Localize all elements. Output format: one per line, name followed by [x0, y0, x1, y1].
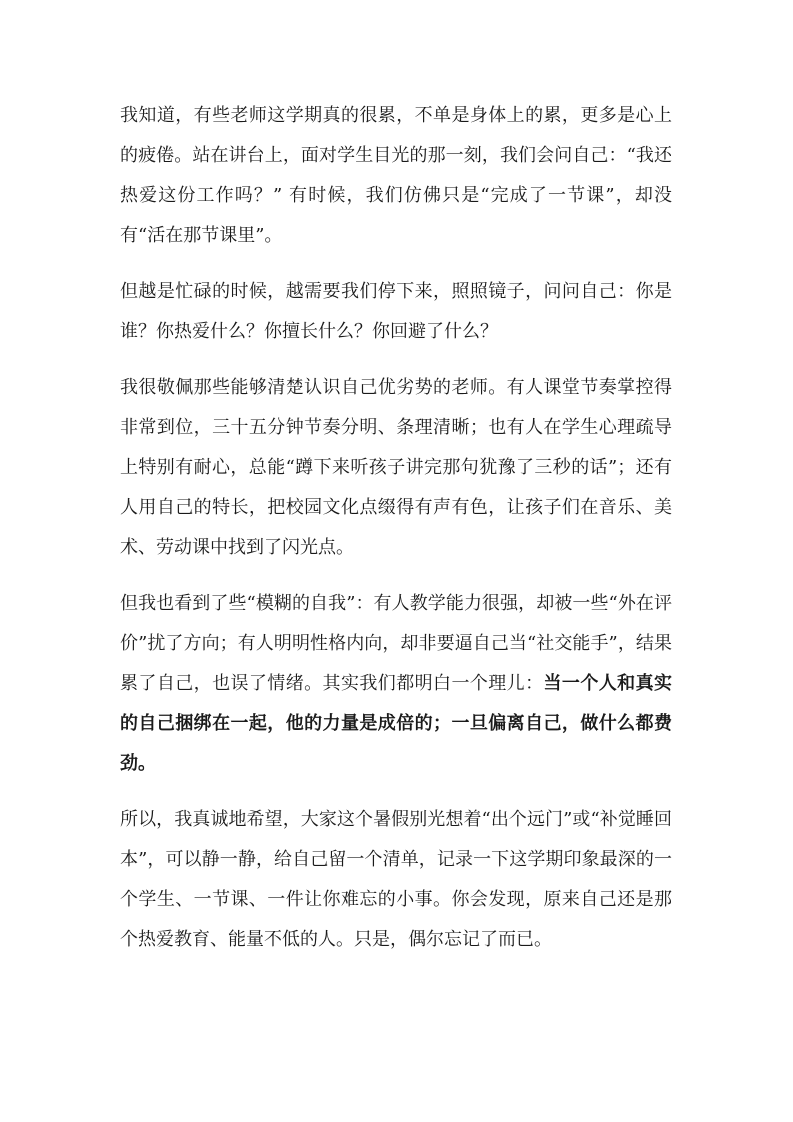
paragraph-2-text: 但越是忙碌的时候，越需要我们停下来，照照镜子，问问自己：你是谁？你热爱什么？你擅长什么？你回避了什么？ [120, 281, 672, 342]
paragraph-4-bold-emphasis: 当一个人和真实的自己捆绑在一起，他的力量是成倍的；一旦偏离自己，做什么都费劲。 [120, 673, 672, 774]
paragraph-3 [120, 368, 672, 568]
paragraph-5 [120, 800, 672, 960]
paragraph-2 [120, 272, 672, 352]
paragraph-5-text: 所以，我真诚地希望，大家这个暑假别光想着“出个远门”或“补觉睡回本”，可以静一静，给自己留一个清单，记录一下这学期印象最深的一个学生、一节课、一件让你难忘的小事。你会发现，原来自己还是那个热爱教育、能量不低的人。只是，偶尔忘记了而已。 [120, 809, 672, 950]
paragraph-4-text: 但我也看到了些“模糊的自我”：有人教学能力很强，却被一些“外在评价”扰了方向；有人明明性格内向，却非要逼自己当“社交能手”，结果累了自己，也误了情绪。其实我们都明白一个理儿： [120, 593, 672, 694]
document-body [120, 96, 672, 976]
paragraph-3-text: 我很敬佩那些能够清楚认识自己优劣势的老师。有人课堂节奏掌控得非常到位，三十五分钟节奏分明、条理清晰；也有人在学生心理疏导上特别有耐心，总能“蹲下来听孩子讲完那句犹豫了三秒的话”；还有人用自己的特长，把校园文化点缀得有声有色，让孩子们在音乐、美术、劳动课中找到了闪光点。 [120, 377, 672, 558]
paragraph-1 [120, 96, 672, 256]
paragraph-1-text: 我知道，有些老师这学期真的很累，不单是身体上的累，更多是心上的疲倦。站在讲台上，面对学生目光的那一刻，我们会问自己：“我还热爱这份工作吗？” 有时候，我们仿佛只是“完成了一节课”，却没有“活在那节课里”。 [120, 105, 672, 246]
paragraph-4 [120, 584, 672, 784]
